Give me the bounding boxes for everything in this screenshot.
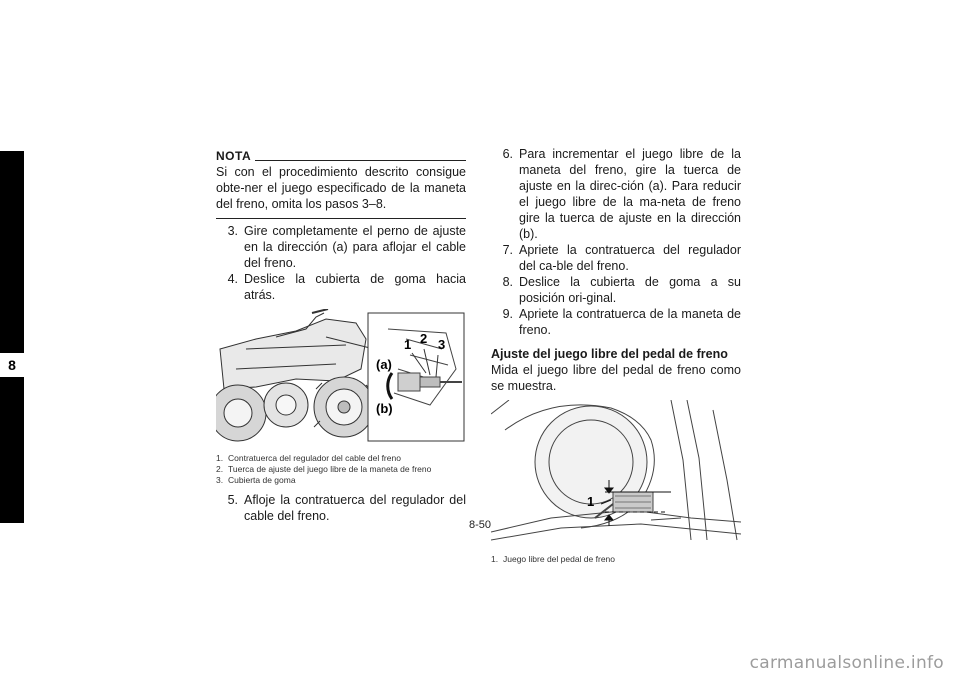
chapter-tab — [0, 151, 24, 523]
direction-b-label: (b) — [376, 401, 393, 416]
atv-brake-cable-illustration — [216, 309, 466, 449]
step-8 — [491, 274, 741, 306]
nota-end-rule — [216, 218, 466, 219]
right-column — [491, 146, 741, 565]
direction-a-label: (a) — [376, 357, 392, 372]
callout-1: 1 — [404, 337, 412, 352]
nota-header — [216, 146, 466, 164]
chapter-number: 8 — [0, 353, 24, 377]
step-9 — [491, 306, 741, 338]
callout-1: 1 — [587, 494, 595, 509]
step-text: Afloje la contratuerca del regulador del cable del freno. — [244, 493, 466, 523]
step-text: Gire completamente el perno de ajuste en la dirección (a) para aflojar el cable del freno. — [244, 224, 466, 270]
section-heading: Ajuste del juego libre del pedal de freno — [491, 347, 728, 361]
step-text: Apriete la contratuerca de la maneta de freno. — [519, 307, 741, 337]
watermark: carmanualsonline.info — [749, 653, 944, 673]
caption-text: Juego libre del pedal de freno — [503, 554, 615, 564]
caption-number: 3. — [216, 475, 224, 485]
caption-number: 2. — [216, 464, 224, 474]
caption-text: Cubierta de goma — [228, 475, 296, 485]
step-number: 4. — [227, 272, 238, 286]
caption-item — [216, 464, 466, 475]
caption-number: 1. — [216, 453, 224, 463]
callout-3: 3 — [438, 337, 446, 352]
caption-item — [216, 453, 466, 464]
step-number: 8. — [502, 275, 513, 289]
section-body: Mida el juego libre del pedal de freno como se muestra. — [491, 363, 741, 393]
step-text: Deslice la cubierta de goma a su posición ori-ginal. — [519, 275, 741, 305]
step-number: 6. — [502, 147, 513, 161]
step-number: 7. — [502, 243, 513, 257]
step-number: 5. — [227, 493, 238, 507]
step-text: Deslice la cubierta de goma hacia atrás. — [244, 272, 466, 302]
step-number: 3. — [227, 224, 238, 238]
step-text: Apriete la contratuerca del regulador del ca-ble del freno. — [519, 243, 741, 273]
step-4 — [216, 271, 466, 303]
caption-text: Contratuerca del regulador del cable del freno — [228, 453, 401, 463]
page-number: 8-50 — [468, 519, 492, 531]
step-6 — [491, 146, 741, 242]
callout-2: 2 — [420, 331, 428, 346]
caption-text: Tuerca de ajuste del juego libre de la maneta de freno — [228, 464, 432, 474]
nota-text: Si con el procedimiento descrito consigue obte-ner el juego especificado de la maneta del freno, omita los pasos 3–8. — [216, 165, 466, 211]
step-7 — [491, 242, 741, 274]
caption-item — [216, 475, 466, 486]
caption-item — [491, 554, 741, 565]
caption-number: 1. — [491, 554, 499, 564]
step-number: 9. — [502, 307, 513, 321]
nota-rule — [255, 160, 466, 161]
figure-captions — [216, 453, 466, 486]
step-text: Para incrementar el juego libre de la maneta del freno, gire la tuerca de ajuste en la direc-ción (a). Para reducir el juego libre de la ma-neta de freno gire la tuerca de ajuste en la dirección (b). — [519, 147, 741, 241]
atv-illustration-svg — [216, 309, 466, 445]
left-column — [216, 146, 466, 524]
step-3 — [216, 223, 466, 271]
figure-captions — [491, 554, 741, 565]
nota-label: NOTA — [216, 149, 252, 163]
